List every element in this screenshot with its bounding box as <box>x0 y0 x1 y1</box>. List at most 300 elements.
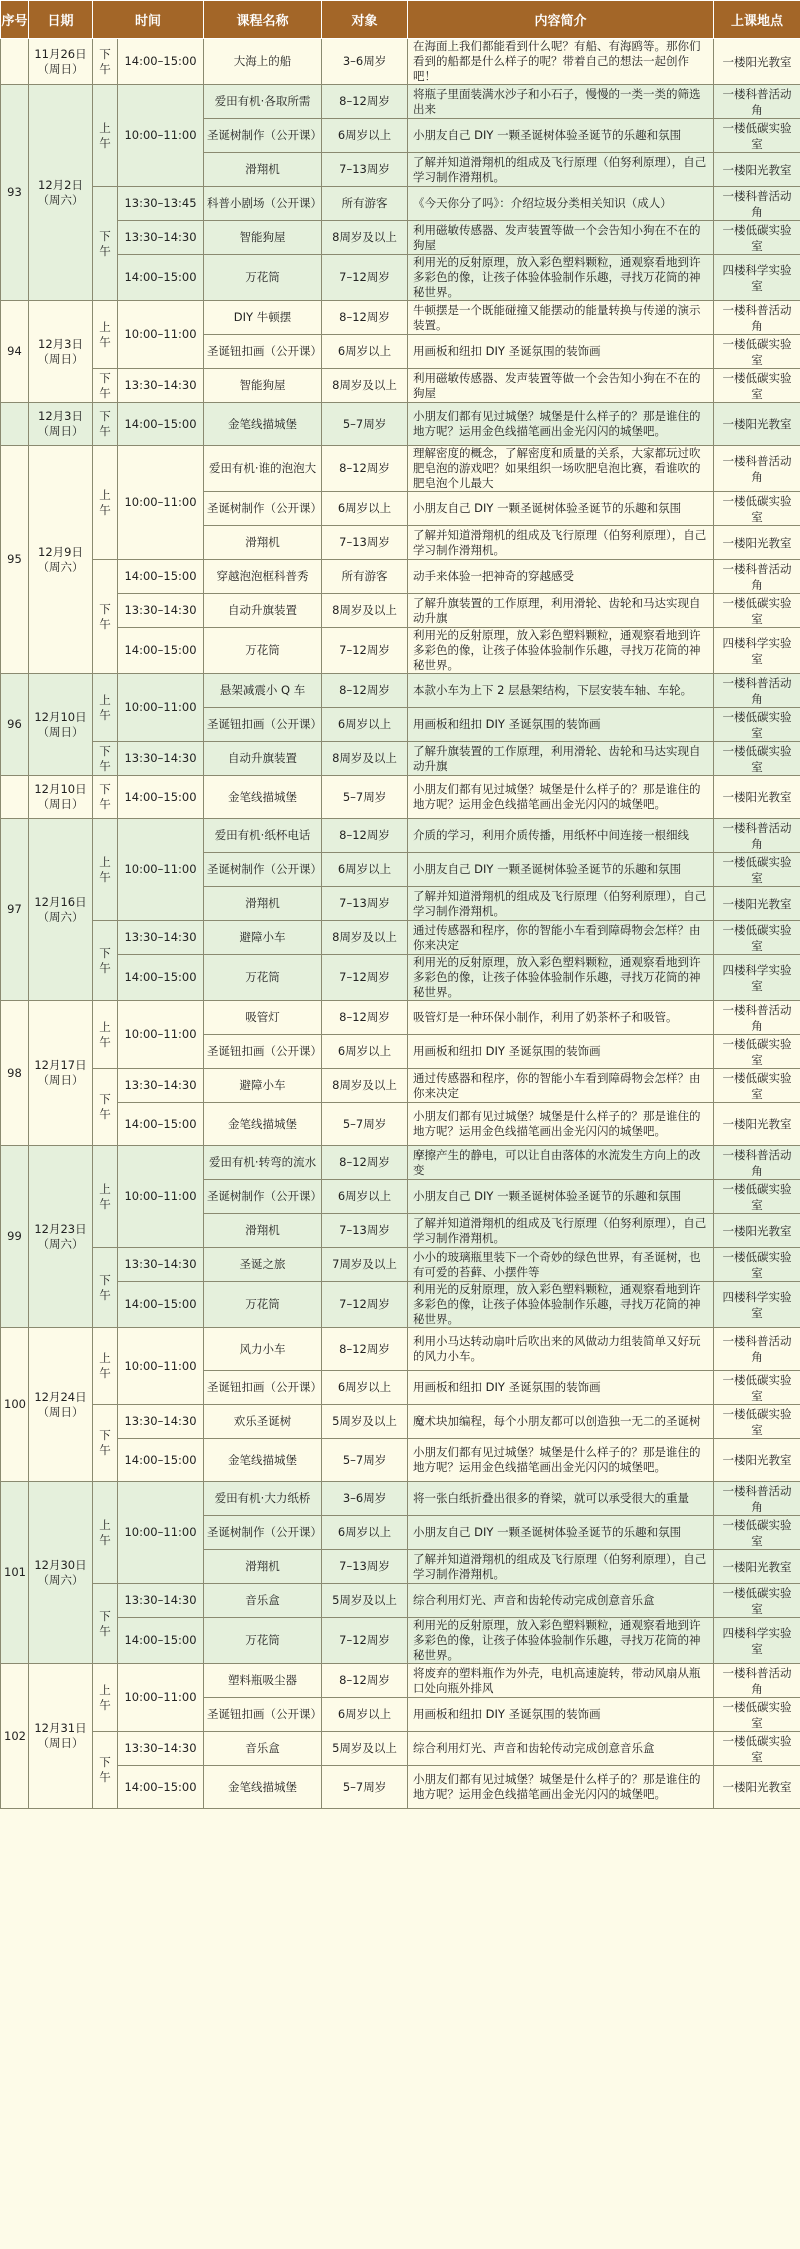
course-name: 科普小剧场（公开课） <box>204 187 322 221</box>
target-age: 6周岁以上 <box>322 1035 408 1069</box>
header-room: 上课地点 <box>714 1 800 39</box>
table-row <box>1 221 800 255</box>
room-cell: 一楼科普活动角 <box>714 85 800 119</box>
time-cell: 14:00–15:00 <box>118 255 204 301</box>
room-cell: 一楼阳光教室 <box>714 526 800 560</box>
target-age: 5–7周岁 <box>322 403 408 446</box>
time-cell: 10:00–11:00 <box>118 85 204 187</box>
room-cell: 一楼阳光教室 <box>714 403 800 446</box>
period-cell: 上午 <box>93 446 118 560</box>
course-name: 圣诞树制作（公开课） <box>204 1516 322 1550</box>
target-age: 5–7周岁 <box>322 1439 408 1482</box>
period-cell: 上午 <box>93 1146 118 1248</box>
course-desc: 在海面上我们都能看到什么呢？有船、有海鸥等。那你们看到的船都是什么样子的呢？带着自己的想法一起创作吧！ <box>408 39 714 85</box>
target-age: 7–12周岁 <box>322 1618 408 1664</box>
course-desc: 了解并知道滑翔机的组成及飞行原理（伯努利原理），自己学习制作滑翔机。 <box>408 1550 714 1584</box>
target-age: 8–12周岁 <box>322 1001 408 1035</box>
course-desc: 用画板和纽扣 DIY 圣诞氛围的装饰画 <box>408 708 714 742</box>
course-desc: 通过传感器和程序，你的智能小车看到障碍物会怎样？由你来决定 <box>408 921 714 955</box>
schedule-body <box>1 39 800 1809</box>
course-desc: 小朋友自己 DIY 一颗圣诞树体验圣诞节的乐趣和氛围 <box>408 492 714 526</box>
table-row <box>1 1069 800 1103</box>
seq-cell: 96 <box>1 674 29 776</box>
table-row <box>1 560 800 594</box>
course-name: 金笔线描城堡 <box>204 1103 322 1146</box>
room-cell: 一楼低碳实验室 <box>714 1069 800 1103</box>
course-desc: 小朋友自己 DIY 一颗圣诞树体验圣诞节的乐趣和氛围 <box>408 1516 714 1550</box>
course-desc: 用画板和纽扣 DIY 圣诞氛围的装饰画 <box>408 1371 714 1405</box>
table-row <box>1 819 800 853</box>
time-cell: 14:00–15:00 <box>118 39 204 85</box>
course-name: 圣诞钮扣画（公开课） <box>204 1035 322 1069</box>
course-desc: 用画板和纽扣 DIY 圣诞氛围的装饰画 <box>408 335 714 369</box>
room-cell: 一楼低碳实验室 <box>714 335 800 369</box>
course-name: 音乐盒 <box>204 1732 322 1766</box>
period-cell: 下午 <box>93 742 118 776</box>
target-age: 8–12周岁 <box>322 1664 408 1698</box>
course-desc: 了解升旗装置的工作原理，利用滑轮、齿轮和马达实现自动升旗 <box>408 594 714 628</box>
course-desc: 小小的玻璃瓶里装下一个奇妙的绿色世界，有圣诞树，也有可爱的苔藓、小摆件等 <box>408 1248 714 1282</box>
course-name: 爱田有机·转弯的流水 <box>204 1146 322 1180</box>
date-cell: 12月23日（周六） <box>29 1146 93 1328</box>
course-name: 金笔线描城堡 <box>204 1766 322 1809</box>
room-cell: 一楼低碳实验室 <box>714 221 800 255</box>
room-cell: 一楼科普活动角 <box>714 1146 800 1180</box>
target-age: 8周岁及以上 <box>322 594 408 628</box>
date-cell: 12月3日（周日） <box>29 403 93 446</box>
room-cell: 一楼低碳实验室 <box>714 1248 800 1282</box>
table-row <box>1 301 800 335</box>
room-cell: 一楼阳光教室 <box>714 1766 800 1809</box>
course-desc: 将一张白纸折叠出很多的脊梁，就可以承受很大的重量 <box>408 1482 714 1516</box>
header-target: 对象 <box>322 1 408 39</box>
target-age: 7–12周岁 <box>322 955 408 1001</box>
target-age: 5–7周岁 <box>322 776 408 819</box>
date-cell: 12月9日（周六） <box>29 446 93 674</box>
course-desc: 用画板和纽扣 DIY 圣诞氛围的装饰画 <box>408 1698 714 1732</box>
time-cell: 13:30–14:30 <box>118 742 204 776</box>
room-cell: 一楼低碳实验室 <box>714 369 800 403</box>
course-desc: 了解并知道滑翔机的组成及飞行原理（伯努利原理），自己学习制作滑翔机。 <box>408 887 714 921</box>
course-name: 爱田有机·各取所需 <box>204 85 322 119</box>
table-row <box>1 1618 800 1664</box>
time-cell: 10:00–11:00 <box>118 1328 204 1405</box>
course-name: 自动升旗装置 <box>204 594 322 628</box>
room-cell: 一楼低碳实验室 <box>714 1035 800 1069</box>
room-cell: 一楼阳光教室 <box>714 153 800 187</box>
room-cell: 一楼阳光教室 <box>714 39 800 85</box>
course-name: 滑翔机 <box>204 887 322 921</box>
period-cell: 上午 <box>93 1664 118 1732</box>
target-age: 6周岁以上 <box>322 1180 408 1214</box>
course-name: 爱田有机·大力纸桥 <box>204 1482 322 1516</box>
room-cell: 一楼低碳实验室 <box>714 708 800 742</box>
target-age: 5–7周岁 <box>322 1766 408 1809</box>
target-age: 7周岁及以上 <box>322 1248 408 1282</box>
time-cell: 14:00–15:00 <box>118 1618 204 1664</box>
table-row <box>1 1664 800 1698</box>
course-desc: 利用磁敏传感器、发声装置等做一个会告知小狗在不在的狗屋 <box>408 221 714 255</box>
course-desc: 摩擦产生的静电，可以让自由落体的水流发生方向上的改变 <box>408 1146 714 1180</box>
time-cell: 13:30–14:30 <box>118 1405 204 1439</box>
course-desc: 小朋友们都有见过城堡？城堡是什么样子的？那是谁住的地方呢？运用金色线描笔画出金光闪闪的城堡吧。 <box>408 1103 714 1146</box>
course-desc: 小朋友们都有见过城堡？城堡是什么样子的？那是谁住的地方呢？运用金色线描笔画出金光闪闪的城堡吧。 <box>408 1766 714 1809</box>
table-row <box>1 187 800 221</box>
course-desc: 了解并知道滑翔机的组成及飞行原理（伯努利原理），自己学习制作滑翔机。 <box>408 1214 714 1248</box>
course-name: 穿越泡泡框科普秀 <box>204 560 322 594</box>
time-cell: 10:00–11:00 <box>118 1001 204 1069</box>
time-cell: 10:00–11:00 <box>118 819 204 921</box>
target-age: 8–12周岁 <box>322 674 408 708</box>
room-cell: 一楼低碳实验室 <box>714 1698 800 1732</box>
target-age: 8–12周岁 <box>322 819 408 853</box>
date-cell: 11月26日（周日） <box>29 39 93 85</box>
target-age: 8周岁及以上 <box>322 921 408 955</box>
time-cell: 14:00–15:00 <box>118 776 204 819</box>
table-row <box>1 594 800 628</box>
room-cell: 一楼科普活动角 <box>714 1664 800 1698</box>
target-age: 8–12周岁 <box>322 85 408 119</box>
room-cell: 一楼低碳实验室 <box>714 594 800 628</box>
course-name: 万花筒 <box>204 1618 322 1664</box>
period-cell: 下午 <box>93 1405 118 1482</box>
time-cell: 13:30–14:30 <box>118 221 204 255</box>
time-cell: 14:00–15:00 <box>118 628 204 674</box>
course-desc: 《今天你分了吗》：介绍垃圾分类相关知识（成人） <box>408 187 714 221</box>
target-age: 8–12周岁 <box>322 1328 408 1371</box>
table-row <box>1 1439 800 1482</box>
period-cell: 下午 <box>93 1584 118 1664</box>
course-name: 避障小车 <box>204 921 322 955</box>
seq-cell: 99 <box>1 1146 29 1328</box>
course-name: 滑翔机 <box>204 153 322 187</box>
seq-cell <box>1 776 29 819</box>
target-age: 8–12周岁 <box>322 301 408 335</box>
course-name: 金笔线描城堡 <box>204 776 322 819</box>
time-cell: 13:30–14:30 <box>118 1248 204 1282</box>
period-cell: 下午 <box>93 39 118 85</box>
course-name: 自动升旗装置 <box>204 742 322 776</box>
table-row <box>1 446 800 492</box>
target-age: 6周岁以上 <box>322 853 408 887</box>
time-cell: 10:00–11:00 <box>118 446 204 560</box>
seq-cell <box>1 39 29 85</box>
room-cell: 一楼阳光教室 <box>714 1439 800 1482</box>
course-name: 金笔线描城堡 <box>204 1439 322 1482</box>
room-cell: 一楼科普活动角 <box>714 1328 800 1371</box>
time-cell: 10:00–11:00 <box>118 301 204 369</box>
course-desc: 用画板和纽扣 DIY 圣诞氛围的装饰画 <box>408 1035 714 1069</box>
target-age: 6周岁以上 <box>322 1516 408 1550</box>
target-age: 6周岁以上 <box>322 335 408 369</box>
room-cell: 一楼阳光教室 <box>714 776 800 819</box>
table-row <box>1 403 800 446</box>
date-cell: 12月16日（周六） <box>29 819 93 1001</box>
room-cell: 四楼科学实验室 <box>714 955 800 1001</box>
course-desc: 小朋友自己 DIY 一颗圣诞树体验圣诞节的乐趣和氛围 <box>408 119 714 153</box>
course-desc: 小朋友自己 DIY 一颗圣诞树体验圣诞节的乐趣和氛围 <box>408 853 714 887</box>
target-age: 7–12周岁 <box>322 1282 408 1328</box>
course-name: 避障小车 <box>204 1069 322 1103</box>
course-desc: 通过传感器和程序，你的智能小车看到障碍物会怎样？由你来决定 <box>408 1069 714 1103</box>
period-cell: 上午 <box>93 301 118 369</box>
table-row <box>1 369 800 403</box>
room-cell: 一楼低碳实验室 <box>714 1584 800 1618</box>
target-age: 所有游客 <box>322 187 408 221</box>
course-desc: 了解并知道滑翔机的组成及飞行原理（伯努利原理），自己学习制作滑翔机。 <box>408 526 714 560</box>
course-name: 滑翔机 <box>204 1550 322 1584</box>
target-age: 3–6周岁 <box>322 39 408 85</box>
course-name: 吸管灯 <box>204 1001 322 1035</box>
time-cell: 10:00–11:00 <box>118 1482 204 1584</box>
date-cell: 12月3日（周日） <box>29 301 93 403</box>
table-row <box>1 674 800 708</box>
target-age: 8–12周岁 <box>322 446 408 492</box>
room-cell: 四楼科学实验室 <box>714 1618 800 1664</box>
course-desc: 利用光的反射原理，放入彩色塑料颗粒，通观察看地到许多彩色的像，让孩子体验体验制作乐趣，寻找万花筒的神秘世界。 <box>408 255 714 301</box>
target-age: 5周岁及以上 <box>322 1405 408 1439</box>
room-cell: 一楼低碳实验室 <box>714 921 800 955</box>
target-age: 5周岁及以上 <box>322 1732 408 1766</box>
course-name: 大海上的船 <box>204 39 322 85</box>
target-age: 5周岁及以上 <box>322 1584 408 1618</box>
course-name: 爱田有机·谁的泡泡大 <box>204 446 322 492</box>
course-name: 风力小车 <box>204 1328 322 1371</box>
date-cell: 12月2日（周六） <box>29 85 93 301</box>
target-age: 8周岁及以上 <box>322 369 408 403</box>
course-name: 欢乐圣诞树 <box>204 1405 322 1439</box>
room-cell: 一楼科普活动角 <box>714 446 800 492</box>
room-cell: 一楼阳光教室 <box>714 1214 800 1248</box>
time-cell: 13:30–13:45 <box>118 187 204 221</box>
target-age: 7–13周岁 <box>322 153 408 187</box>
table-row <box>1 1001 800 1035</box>
table-row <box>1 1146 800 1180</box>
course-name: 圣诞之旅 <box>204 1248 322 1282</box>
table-row <box>1 921 800 955</box>
course-name: 智能狗屋 <box>204 221 322 255</box>
seq-cell: 94 <box>1 301 29 403</box>
room-cell: 一楼阳光教室 <box>714 887 800 921</box>
room-cell: 一楼阳光教室 <box>714 1550 800 1584</box>
course-name: 圣诞树制作（公开课） <box>204 492 322 526</box>
room-cell: 四楼科学实验室 <box>714 1282 800 1328</box>
time-cell: 14:00–15:00 <box>118 1439 204 1482</box>
period-cell: 下午 <box>93 560 118 674</box>
course-desc: 介质的学习，利用介质传播，用纸杯中间连接一根细线 <box>408 819 714 853</box>
seq-cell: 100 <box>1 1328 29 1482</box>
target-age: 6周岁以上 <box>322 1371 408 1405</box>
time-cell: 13:30–14:30 <box>118 369 204 403</box>
header-date: 日期 <box>29 1 93 39</box>
period-cell: 下午 <box>93 403 118 446</box>
time-cell: 14:00–15:00 <box>118 560 204 594</box>
course-name: 智能狗屋 <box>204 369 322 403</box>
target-age: 6周岁以上 <box>322 119 408 153</box>
course-desc: 小朋友们都有见过城堡？城堡是什么样子的？那是谁住的地方呢？运用金色线描笔画出金光闪闪的城堡吧。 <box>408 1439 714 1482</box>
seq-cell: 101 <box>1 1482 29 1664</box>
course-name: 万花筒 <box>204 255 322 301</box>
date-cell: 12月17日（周日） <box>29 1001 93 1146</box>
table-row <box>1 1766 800 1809</box>
time-cell: 13:30–14:30 <box>118 1069 204 1103</box>
room-cell: 一楼科普活动角 <box>714 819 800 853</box>
period-cell: 上午 <box>93 674 118 742</box>
course-name: 圣诞钮扣画（公开课） <box>204 1371 322 1405</box>
room-cell: 一楼低碳实验室 <box>714 119 800 153</box>
course-name: 万花筒 <box>204 628 322 674</box>
table-row <box>1 255 800 301</box>
table-row <box>1 1584 800 1618</box>
table-row <box>1 1405 800 1439</box>
period-cell: 上午 <box>93 1328 118 1405</box>
course-desc: 利用光的反射原理，放入彩色塑料颗粒，通观察看地到许多彩色的像，让孩子体验体验制作乐趣，寻找万花筒的神秘世界。 <box>408 955 714 1001</box>
table-row <box>1 628 800 674</box>
period-cell: 下午 <box>93 1069 118 1146</box>
period-cell: 上午 <box>93 1482 118 1584</box>
header-seq: 序号 <box>1 1 29 39</box>
target-age: 7–13周岁 <box>322 887 408 921</box>
date-cell: 12月10日（周日） <box>29 776 93 819</box>
seq-cell: 102 <box>1 1664 29 1809</box>
course-desc: 综合利用灯光、声音和齿轮传动完成创意音乐盒 <box>408 1732 714 1766</box>
date-cell: 12月24日（周日） <box>29 1328 93 1482</box>
course-name: 金笔线描城堡 <box>204 403 322 446</box>
course-name: 滑翔机 <box>204 1214 322 1248</box>
target-age: 3–6周岁 <box>322 1482 408 1516</box>
table-row <box>1 955 800 1001</box>
course-name: 塑料瓶吸尘器 <box>204 1664 322 1698</box>
course-desc: 本款小车为上下 2 层悬架结构，下层安装车轴、车轮。 <box>408 674 714 708</box>
room-cell: 四楼科学实验室 <box>714 628 800 674</box>
date-cell: 12月30日（周六） <box>29 1482 93 1664</box>
period-cell: 下午 <box>93 776 118 819</box>
room-cell: 一楼低碳实验室 <box>714 492 800 526</box>
table-row <box>1 1482 800 1516</box>
table-row <box>1 1248 800 1282</box>
time-cell: 10:00–11:00 <box>118 1146 204 1248</box>
header-row <box>1 1 800 39</box>
room-cell: 一楼低碳实验室 <box>714 1180 800 1214</box>
course-desc: 了解升旗装置的工作原理，利用滑轮、齿轮和马达实现自动升旗 <box>408 742 714 776</box>
seq-cell: 98 <box>1 1001 29 1146</box>
course-name: 圣诞钮扣画（公开课） <box>204 708 322 742</box>
table-row <box>1 85 800 119</box>
table-row <box>1 1103 800 1146</box>
period-cell: 下午 <box>93 921 118 1001</box>
course-desc: 小朋友们都有见过城堡？城堡是什么样子的？那是谁住的地方呢？运用金色线描笔画出金光闪闪的城堡吧。 <box>408 403 714 446</box>
header-course: 课程名称 <box>204 1 322 39</box>
table-row <box>1 742 800 776</box>
target-age: 7–13周岁 <box>322 1214 408 1248</box>
course-name: 万花筒 <box>204 955 322 1001</box>
period-cell: 上午 <box>93 85 118 187</box>
course-desc: 将瓶子里面装满水沙子和小石子，慢慢的一类一类的筛选出来 <box>408 85 714 119</box>
period-cell: 下午 <box>93 187 118 301</box>
course-desc: 利用小马达转动扇叶后吹出来的风做动力组装简单又好玩的风力小车。 <box>408 1328 714 1371</box>
time-cell: 14:00–15:00 <box>118 1766 204 1809</box>
seq-cell <box>1 403 29 446</box>
table-row <box>1 39 800 85</box>
course-desc: 利用光的反射原理，放入彩色塑料颗粒，通观察看地到许多彩色的像，让孩子体验体验制作乐趣，寻找万花筒的神秘世界。 <box>408 628 714 674</box>
target-age: 7–13周岁 <box>322 1550 408 1584</box>
seq-cell: 95 <box>1 446 29 674</box>
target-age: 8–12周岁 <box>322 1146 408 1180</box>
course-desc: 了解并知道滑翔机的组成及飞行原理（伯努利原理），自己学习制作滑翔机。 <box>408 153 714 187</box>
course-desc: 利用光的反射原理，放入彩色塑料颗粒，通观察看地到许多彩色的像，让孩子体验体验制作乐趣，寻找万花筒的神秘世界。 <box>408 1282 714 1328</box>
course-name: 音乐盒 <box>204 1584 322 1618</box>
course-name: 圣诞树制作（公开课） <box>204 119 322 153</box>
time-cell: 14:00–15:00 <box>118 1103 204 1146</box>
target-age: 所有游客 <box>322 560 408 594</box>
room-cell: 一楼低碳实验室 <box>714 1371 800 1405</box>
room-cell: 一楼科普活动角 <box>714 301 800 335</box>
target-age: 6周岁以上 <box>322 708 408 742</box>
table-row <box>1 1732 800 1766</box>
table-row <box>1 776 800 819</box>
target-age: 7–13周岁 <box>322 526 408 560</box>
course-desc: 利用光的反射原理，放入彩色塑料颗粒，通观察看地到许多彩色的像，让孩子体验体验制作乐趣，寻找万花筒的神秘世界。 <box>408 1618 714 1664</box>
room-cell: 一楼低碳实验室 <box>714 1732 800 1766</box>
course-name: 圣诞钮扣画（公开课） <box>204 1698 322 1732</box>
time-cell: 10:00–11:00 <box>118 674 204 742</box>
target-age: 8周岁及以上 <box>322 1069 408 1103</box>
time-cell: 13:30–14:30 <box>118 1584 204 1618</box>
target-age: 8周岁及以上 <box>322 221 408 255</box>
date-cell: 12月10日（周日） <box>29 674 93 776</box>
course-name: DIY 牛顿摆 <box>204 301 322 335</box>
target-age: 6周岁以上 <box>322 1698 408 1732</box>
time-cell: 10:00–11:00 <box>118 1664 204 1732</box>
course-desc: 综合利用灯光、声音和齿轮传动完成创意音乐盒 <box>408 1584 714 1618</box>
room-cell: 一楼科普活动角 <box>714 1482 800 1516</box>
period-cell: 上午 <box>93 819 118 921</box>
time-cell: 14:00–15:00 <box>118 403 204 446</box>
room-cell: 一楼阳光教室 <box>714 1103 800 1146</box>
course-desc: 将废弃的塑料瓶作为外壳，电机高速旋转，带动风扇从瓶口处向瓶外排风 <box>408 1664 714 1698</box>
header-time: 时间 <box>93 1 204 39</box>
target-age: 7–12周岁 <box>322 255 408 301</box>
course-desc: 吸管灯是一种环保小制作，利用了奶茶杯子和吸管。 <box>408 1001 714 1035</box>
course-desc: 理解密度的概念，了解密度和质量的关系，大家都玩过吹肥皂泡的游戏吧？如果组织一场吹肥皂泡比赛，看谁吹的肥皂泡个儿最大 <box>408 446 714 492</box>
target-age: 6周岁以上 <box>322 492 408 526</box>
seq-cell: 93 <box>1 85 29 301</box>
room-cell: 一楼低碳实验室 <box>714 742 800 776</box>
course-desc: 动手来体验一把神奇的穿越感受 <box>408 560 714 594</box>
period-cell: 下午 <box>93 369 118 403</box>
period-cell: 下午 <box>93 1248 118 1328</box>
room-cell: 一楼科普活动角 <box>714 674 800 708</box>
course-name: 悬架减震小 Q 车 <box>204 674 322 708</box>
room-cell: 一楼低碳实验室 <box>714 853 800 887</box>
course-desc: 魔术块加编程，每个小朋友都可以创造独一无二的圣诞树 <box>408 1405 714 1439</box>
header-desc: 内容简介 <box>408 1 714 39</box>
time-cell: 13:30–14:30 <box>118 594 204 628</box>
course-desc: 利用磁敏传感器、发声装置等做一个会告知小狗在不在的狗屋 <box>408 369 714 403</box>
room-cell: 一楼科普活动角 <box>714 560 800 594</box>
time-cell: 13:30–14:30 <box>118 1732 204 1766</box>
room-cell: 四楼科学实验室 <box>714 255 800 301</box>
seq-cell: 97 <box>1 819 29 1001</box>
course-desc: 小朋友们都有见过城堡？城堡是什么样子的？那是谁住的地方呢？运用金色线描笔画出金光闪闪的城堡吧。 <box>408 776 714 819</box>
date-cell: 12月31日（周日） <box>29 1664 93 1809</box>
table-row <box>1 1282 800 1328</box>
room-cell: 一楼低碳实验室 <box>714 1516 800 1550</box>
room-cell: 一楼低碳实验室 <box>714 1405 800 1439</box>
room-cell: 一楼科普活动角 <box>714 1001 800 1035</box>
period-cell: 下午 <box>93 1732 118 1809</box>
course-name: 圣诞树制作（公开课） <box>204 853 322 887</box>
